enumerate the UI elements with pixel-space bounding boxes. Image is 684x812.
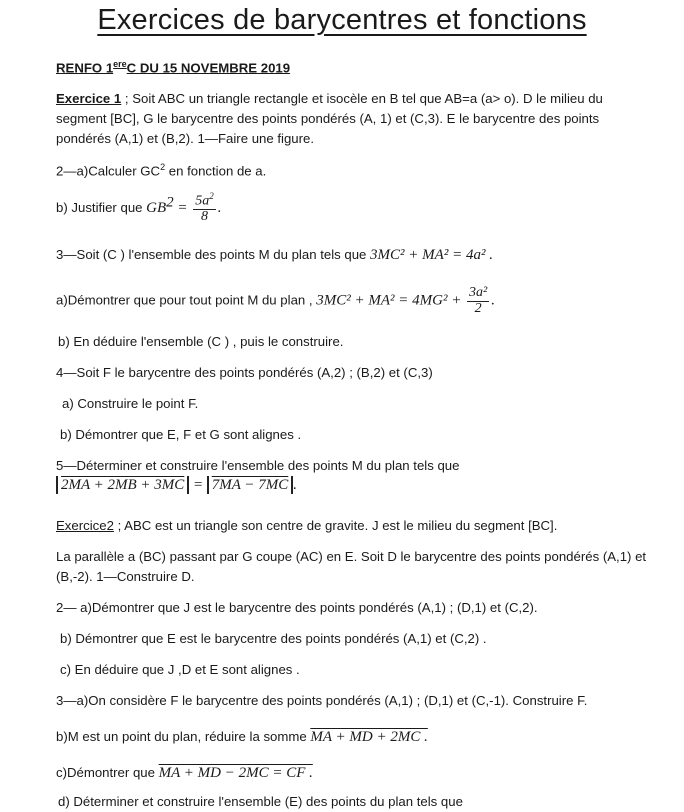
ex2-q2a: 2— a)Démontrer que J est le barycentre des points pondérés (A,1) ; (D,1) et (C,2). <box>56 600 538 615</box>
header-line <box>56 59 290 76</box>
ex2-q3a: 3—a)On considère F le barycentre des points pondérés (A,1) ; (D,1) et (C,-1). Construire F. <box>56 693 588 708</box>
ex1-q2b-text: b) Justifier que <box>56 200 147 215</box>
ex1-q2b-fraction: $\frac{5a^2}{8}$ <box>195 191 214 225</box>
ex2-line-3: (B,-2). 1—Construire D. <box>56 569 195 584</box>
ex1-q3a: a)Démontrer que pour tout point M du plan , 3MC² + MA² = 4MG² + $\frac{\text{3a²}}{2}$ . <box>56 285 495 316</box>
header-sup: ere <box>113 59 127 69</box>
ex1-q4: 4—Soit F le barycentre des points pondérés (A,2) ; (B,2) et (C,3) <box>56 365 433 380</box>
ex1-line-3: pondérés (A,1) et (B,2). 1—Faire une figure. <box>56 131 315 146</box>
ex2-label: Exercice2 <box>56 518 114 533</box>
ex1-q2b-exp: 2 <box>166 194 174 211</box>
page-title: Exercices de barycentres et fonctions <box>97 4 587 36</box>
ex1-line-1 <box>56 91 603 107</box>
header-renfo: RENFO 1 <box>56 60 114 76</box>
ex1-q5-lhs: 2MA + 2MB + 3MC <box>61 477 185 493</box>
ex1-q3-math: 3MC² + MA² = 4a² . <box>370 247 493 263</box>
ex2-line-1 <box>56 518 557 534</box>
ex1-q5-lhs-norm <box>56 476 189 494</box>
ex1-q3a-math: 3MC² + MA² = 4MG² + <box>316 292 462 309</box>
ex1-q3a-fraction <box>467 286 489 316</box>
ex1-q2b-lhs: GB <box>146 200 167 216</box>
ex1-q2a <box>56 162 266 179</box>
ex1-q3a-den: 2 <box>474 300 482 316</box>
ex2-q3c <box>56 764 313 782</box>
ex1-q5: 5—Déterminer et construire l'ensemble des points M du plan tels que <box>56 458 460 473</box>
ex1-q3-text: 3—Soit (C ) l'ensemble des points M du plan tels que <box>56 247 371 262</box>
ex1-q2a-exp: 2 <box>160 162 166 172</box>
ex2-q2c: c) En déduire que J ,D et E sont alignes . <box>60 662 300 677</box>
ex1-label: Exercice 1 <box>56 91 122 106</box>
ex1-q3b: b) En déduire l'ensemble (C ) , puis le construire. <box>58 334 344 349</box>
ex1-q2b-num: 5a <box>195 193 210 209</box>
ex2-q2b: b) Démontrer que E est le barycentre des points pondérés (A,1) et (C,2) . <box>60 631 487 646</box>
ex1-q2b-eq: = <box>173 200 192 216</box>
ex2-q3c-math: MA + MD − 2MC = CF . <box>158 765 313 781</box>
ex1-q3 <box>56 246 493 264</box>
ex1-q4b: b) Démontrer que E, F et G sont alignes . <box>60 427 302 442</box>
ex1-q2b-den: 8 <box>201 209 209 225</box>
header-date: C DU 15 NOVEMBRE 2019 <box>126 60 291 76</box>
ex2-q3b-text: b)M est un point du plan, réduire la somme <box>56 729 311 744</box>
ex2-q3b <box>56 728 428 746</box>
ex2-q3b-math: MA + MD + 2MC . <box>310 729 428 745</box>
ex2-q3c-text: c)Démontrer que <box>56 765 159 780</box>
ex1-q5-equation: 2MA + 2MB + 3MC = 7MA − 7MC . <box>56 476 297 494</box>
ex1-q4a: a) Construire le point F. <box>62 396 199 411</box>
ex1-q2a-rest: en fonction de a. <box>165 163 267 179</box>
ex2-q3d: d) Déterminer et construire l'ensemble (E) des points du plan tels que <box>58 794 463 809</box>
ex2-line-2: La parallèle a (BC) passant par G coupe (AC) en E. Soit D le barycentre des points pondérés (A,1) et <box>56 549 647 564</box>
ex1-q3a-num: 3a² <box>469 285 488 300</box>
ex1-q2a-text: 2—a)Calculer GC <box>56 163 161 179</box>
ex1-line-2: segment [BC], G le barycentre des points pondérés (A, 1) et (C,3). E le barycentre des points <box>56 111 600 126</box>
ex1-q3a-text: a)Démontrer que pour tout point M du plan , <box>56 292 317 308</box>
ex2-text-1: ; ABC est un triangle son centre de gravite. J est le milieu du segment [BC]. <box>113 518 558 533</box>
ex1-q5-rhs-norm <box>207 476 294 494</box>
ex1-q5-rhs: 7MA − 7MC <box>211 477 289 493</box>
ex1-q2b: b) Justifier que $GB^2$ = $\frac{5a^2}{8}$ . <box>56 191 222 225</box>
ex1-text-1: ; Soit ABC un triangle rectangle et isocèle en B tel que AB=a (a> o). D le milieu du <box>121 91 603 106</box>
